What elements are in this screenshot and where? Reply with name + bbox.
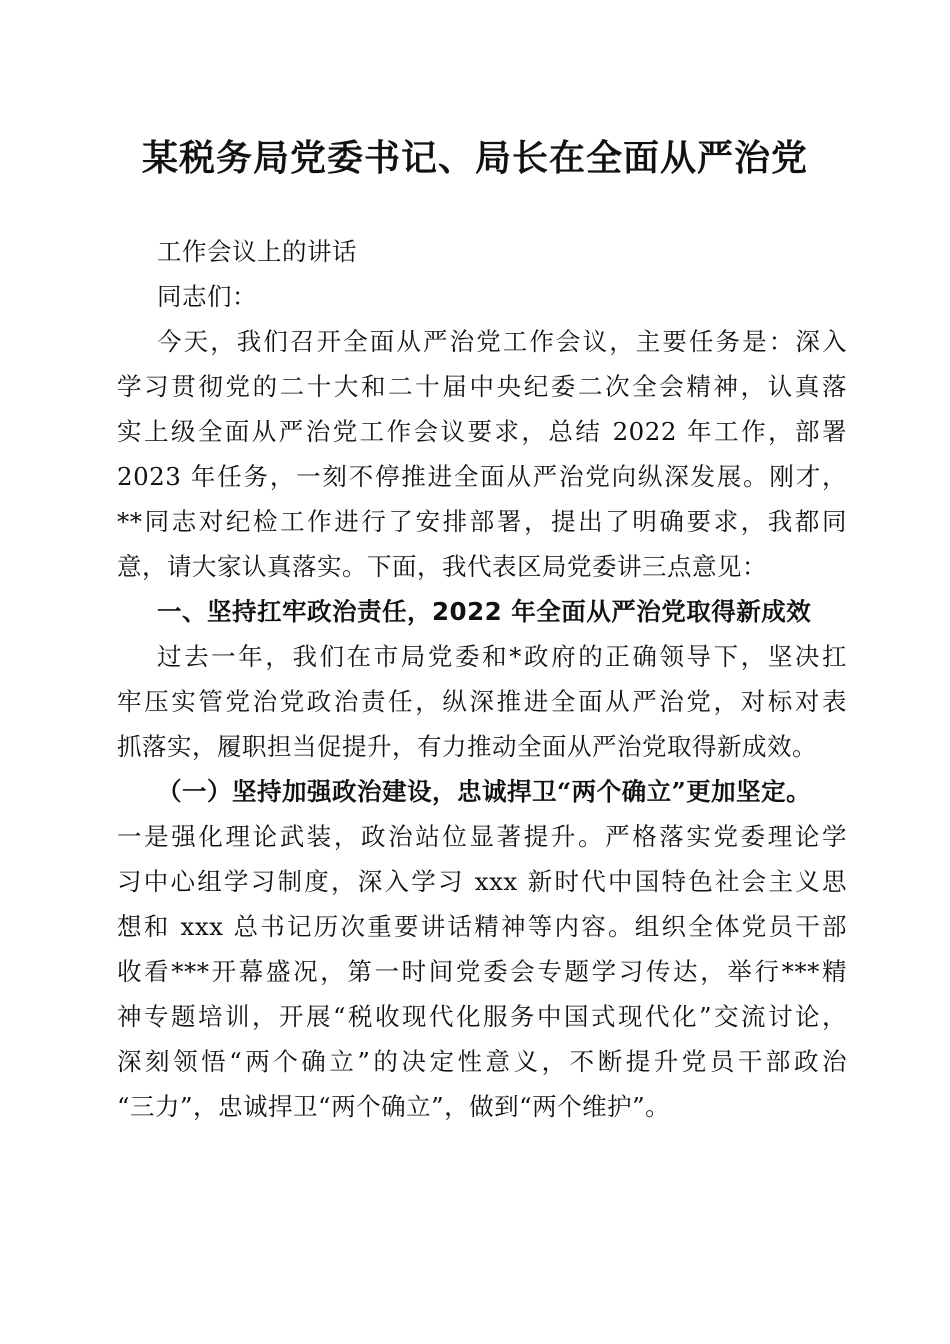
- intro-line: 实上级全面从严治党工作会议要求，总结 2022 年工作，部署: [117, 417, 847, 446]
- subsection-line: 一是强化理论武装，政治站位显著提升。严格落实党委理论学: [117, 822, 847, 851]
- intro-line: 意，请大家认真落实。下面，我代表区局党委讲三点意见：: [117, 552, 767, 581]
- intro-line: 2023 年任务，一刻不停推进全面从严治党向纵深发展。刚才，: [117, 462, 847, 491]
- document-subtitle: 工作会议上的讲话: [157, 237, 357, 266]
- subsection-line: 习中心组学习制度，深入学习 xxx 新时代中国特色社会主义思: [117, 867, 847, 896]
- document-body: [117, 229, 847, 1129]
- subsection-line: 深刻领悟“两个确立”的决定性意义，不断提升党员干部政治: [117, 1047, 847, 1076]
- section-line: 过去一年，我们在市局党委和*政府的正确领导下，坚决扛: [157, 642, 847, 671]
- subsection-line: “三力”，忠诚捍卫“两个确立”，做到“两个维护”。: [117, 1092, 671, 1121]
- section-line: 牢压实管党治党政治责任，纵深推进全面从严治党，对标对表: [117, 687, 847, 716]
- subsection-line: 想和 xxx 总书记历次重要讲话精神等内容。组织全体党员干部: [117, 912, 847, 941]
- subsection-heading: （一）坚持加强政治建设，忠诚捍卫“两个确立”更加坚定。: [157, 777, 812, 806]
- section-line: 抓落实，履职担当促提升，有力推动全面从严治党取得新成效。: [117, 732, 817, 761]
- subsection-line: 神专题培训，开展“税收现代化服务中国式现代化”交流讨论，: [117, 1002, 847, 1031]
- subsection-line: 收看***开幕盛况，第一时间党委会专题学习传达，举行***精: [117, 957, 847, 986]
- salutation: 同志们：: [157, 282, 257, 311]
- intro-line: **同志对纪检工作进行了安排部署，提出了明确要求，我都同: [117, 507, 847, 536]
- intro-line: 学习贯彻党的二十大和二十届中央纪委二次全会精神，认真落: [117, 372, 847, 401]
- document-title: 某税务局党委书记、局长在全面从严治党: [141, 137, 808, 179]
- intro-line: 今天，我们召开全面从严治党工作会议，主要任务是：深入: [157, 327, 847, 356]
- section-heading: 一、坚持扛牢政治责任，2022 年全面从严治党取得新成效: [157, 597, 812, 626]
